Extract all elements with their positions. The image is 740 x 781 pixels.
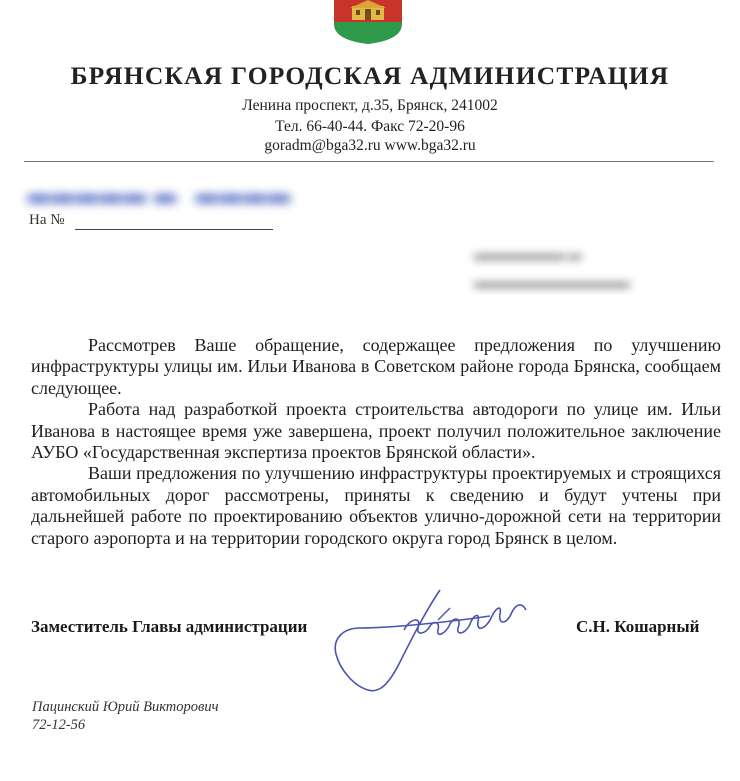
redacted-recipient: ▬▬▬▬▬▬▬ ▬ ▬▬▬▬▬▬▬▬▬▬▬▬ xyxy=(474,247,630,290)
organization-name: БРЯНСКАЯ ГОРОДСКАЯ АДМИНИСТРАЦИЯ xyxy=(70,61,670,90)
header-divider xyxy=(24,161,714,162)
reference-number-line xyxy=(75,229,273,230)
letter-body xyxy=(31,335,721,549)
body-paragraph: Работа над разработкой проекта строительства автодороги по улице им. Ильи Иванова в настоящее время уже завершена, проект получил положительное заключение АУБО «Государственная экспертиза проектов Брянской области». xyxy=(31,399,721,463)
coat-of-arms-icon xyxy=(332,0,404,44)
reference-number-label: На № xyxy=(29,212,65,228)
signatory-title: Заместитель Главы администрации xyxy=(31,617,308,636)
body-paragraph: Рассмотрев Ваше обращение, содержащее предложения по улучшению инфраструктуры улицы им. Ильи Иванова в Советском районе города Брянска, сообщаем следующее. xyxy=(31,335,721,398)
body-paragraph: Ваши предложения по улучшению инфраструктуры проектируемых и строящихся автомобильных дорог рассмотрены, приняты к сведению и будут учтены при дальнейшей работе по проектированию объектов улично-дорожной сети на территории старого аэропорта и на территории городского округа город Брянск в целом. xyxy=(31,463,721,548)
redacted-registration-number: ▬▬▬▬▬ ▬ ▬▬▬▬ xyxy=(28,182,292,207)
handwritten-signature xyxy=(330,582,550,702)
organization-address: Ленина проспект, д.35, Брянск, 241002 xyxy=(242,97,498,114)
organization-phone-fax: Тел. 66-40-44. Факс 72-20-96 xyxy=(275,118,465,135)
executor-phone: 72-12-56 xyxy=(32,717,86,733)
signatory-name: С.Н. Кошарный xyxy=(576,617,700,636)
organization-email-web: goradm@bga32.ru www.bga32.ru xyxy=(264,137,476,154)
executor-name: Пацинский Юрий Викторович xyxy=(32,699,219,715)
